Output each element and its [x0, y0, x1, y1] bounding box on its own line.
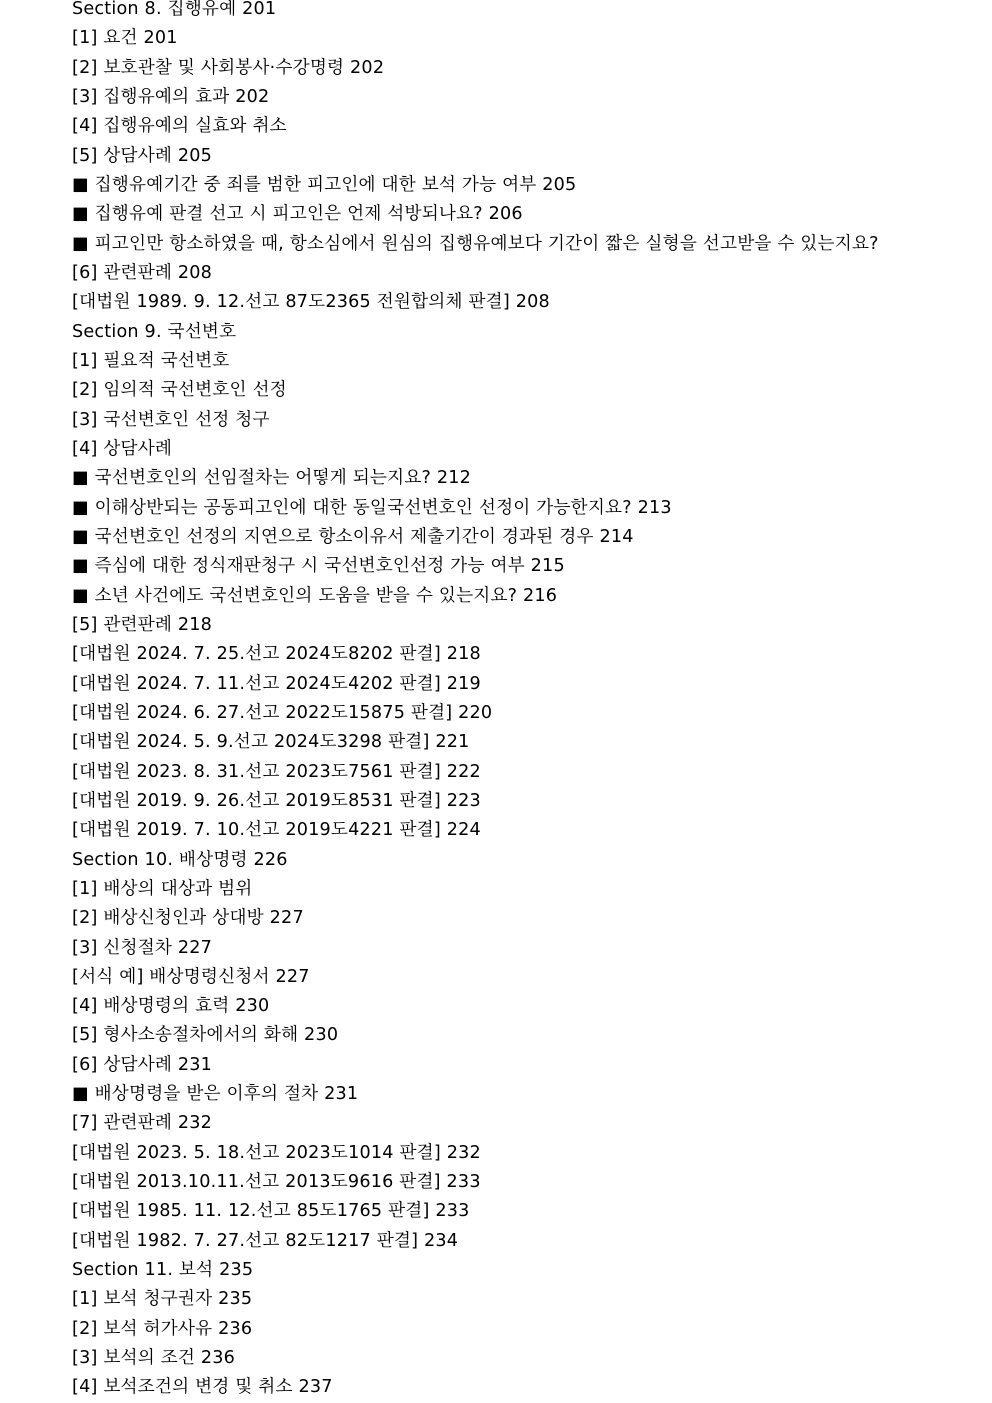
- toc-question: ■ 집행유예 판결 선고 시 피고인은 언제 석방되나요? 206: [72, 204, 523, 225]
- toc-case: [대법원 2024. 7. 11.선고 2024도4202 판결] 219: [72, 673, 481, 694]
- toc-case: [대법원 2019. 7. 10.선고 2019도4221 판결] 224: [72, 820, 481, 841]
- toc-item: [2] 보호관찰 및 사회봉사·수강명령 202: [72, 57, 385, 78]
- toc-item: [5] 상담사례 205: [72, 145, 213, 166]
- toc-question: ■ 소년 사건에도 국선변호인의 도움을 받을 수 있는지요? 216: [72, 585, 558, 606]
- toc-item: [3] 보석의 조건 236: [72, 1348, 236, 1369]
- toc-item: [4] 보석조건의 변경 및 취소 237: [72, 1377, 333, 1398]
- toc-item: [6] 상담사례 231: [72, 1054, 213, 1075]
- toc-item: [1] 배상의 대상과 범위: [72, 878, 253, 899]
- toc-case: [대법원 2023. 5. 18.선고 2023도1014 판결] 232: [72, 1142, 481, 1163]
- toc-case: [대법원 2019. 9. 26.선고 2019도8531 판결] 223: [72, 790, 481, 811]
- toc-case: [대법원 2013.10.11.선고 2013도9616 판결] 233: [72, 1172, 481, 1193]
- toc-item: [4] 집행유예의 실효와 취소: [72, 116, 287, 137]
- toc-item: [2] 임의적 국선변호인 선정: [72, 380, 287, 401]
- toc-case: [대법원 1985. 11. 12.선고 85도1765 판결] 233: [72, 1201, 470, 1222]
- toc-item: [7] 관련판례 232: [72, 1113, 213, 1134]
- toc-item: [4] 상담사례: [72, 438, 173, 459]
- toc-question: ■ 이해상반되는 공동피고인에 대한 동일국선변호인 선정이 가능한지요? 213: [72, 497, 672, 518]
- toc-case: [대법원 2024. 5. 9.선고 2024도3298 판결] 221: [72, 732, 470, 753]
- toc-section-heading: Section 11. 보석 235: [72, 1260, 254, 1281]
- toc-case: [대법원 2024. 6. 27.선고 2022도15875 판결] 220: [72, 702, 493, 723]
- toc-item: [3] 집행유예의 효과 202: [72, 86, 270, 107]
- toc-section-heading: Section 9. 국선변호: [72, 321, 237, 342]
- toc-item: [4] 배상명령의 효력 230: [72, 996, 270, 1017]
- toc-question: ■ 국선변호인의 선임절차는 어떻게 되는지요? 212: [72, 468, 472, 489]
- toc-question: ■ 피고인만 항소하였을 때, 항소심에서 원심의 집행유예보다 기간이 짧은 실형을 선고받을 수 있는지요?: [72, 233, 879, 254]
- toc-question: ■ 배상명령을 받은 이후의 절차 231: [72, 1084, 359, 1105]
- toc-case: [대법원 2024. 7. 25.선고 2024도8202 판결] 218: [72, 644, 481, 665]
- toc-question: ■ 집행유예기간 중 죄를 범한 피고인에 대한 보석 가능 여부 205: [72, 174, 577, 195]
- toc-item: [1] 요건 201: [72, 28, 178, 49]
- toc-item: [5] 형사소송절차에서의 화해 230: [72, 1025, 339, 1046]
- toc-item: [2] 보석 허가사유 236: [72, 1318, 253, 1339]
- toc-question: ■ 즉심에 대한 정식재판청구 시 국선변호인선정 가능 여부 215: [72, 556, 565, 577]
- toc-item: [1] 보석 청구권자 235: [72, 1289, 253, 1310]
- toc-question: ■ 국선변호인 선정의 지연으로 항소이유서 제출기간이 경과된 경우 214: [72, 526, 634, 547]
- toc-section-heading: Section 10. 배상명령 226: [72, 849, 288, 870]
- toc-item: [2] 배상신청인과 상대방 227: [72, 908, 304, 929]
- table-of-contents: [72, 0, 972, 1403]
- toc-case: [대법원 1989. 9. 12.선고 87도2365 전원합의체 판결] 208: [72, 292, 550, 313]
- toc-item: [3] 신청절차 227: [72, 937, 213, 958]
- toc-case: [대법원 1982. 7. 27.선고 82도1217 판결] 234: [72, 1230, 459, 1251]
- toc-item: [1] 필요적 국선변호: [72, 350, 230, 371]
- toc-section-heading: Section 8. 집행유예 201: [72, 0, 277, 19]
- toc-item: [5] 관련판례 218: [72, 614, 213, 635]
- toc-item: [서식 예] 배상명령신청서 227: [72, 966, 310, 987]
- toc-case: [대법원 2023. 8. 31.선고 2023도7561 판결] 222: [72, 761, 481, 782]
- toc-item: [3] 국선변호인 선정 청구: [72, 409, 270, 430]
- toc-item: [6] 관련판례 208: [72, 262, 213, 283]
